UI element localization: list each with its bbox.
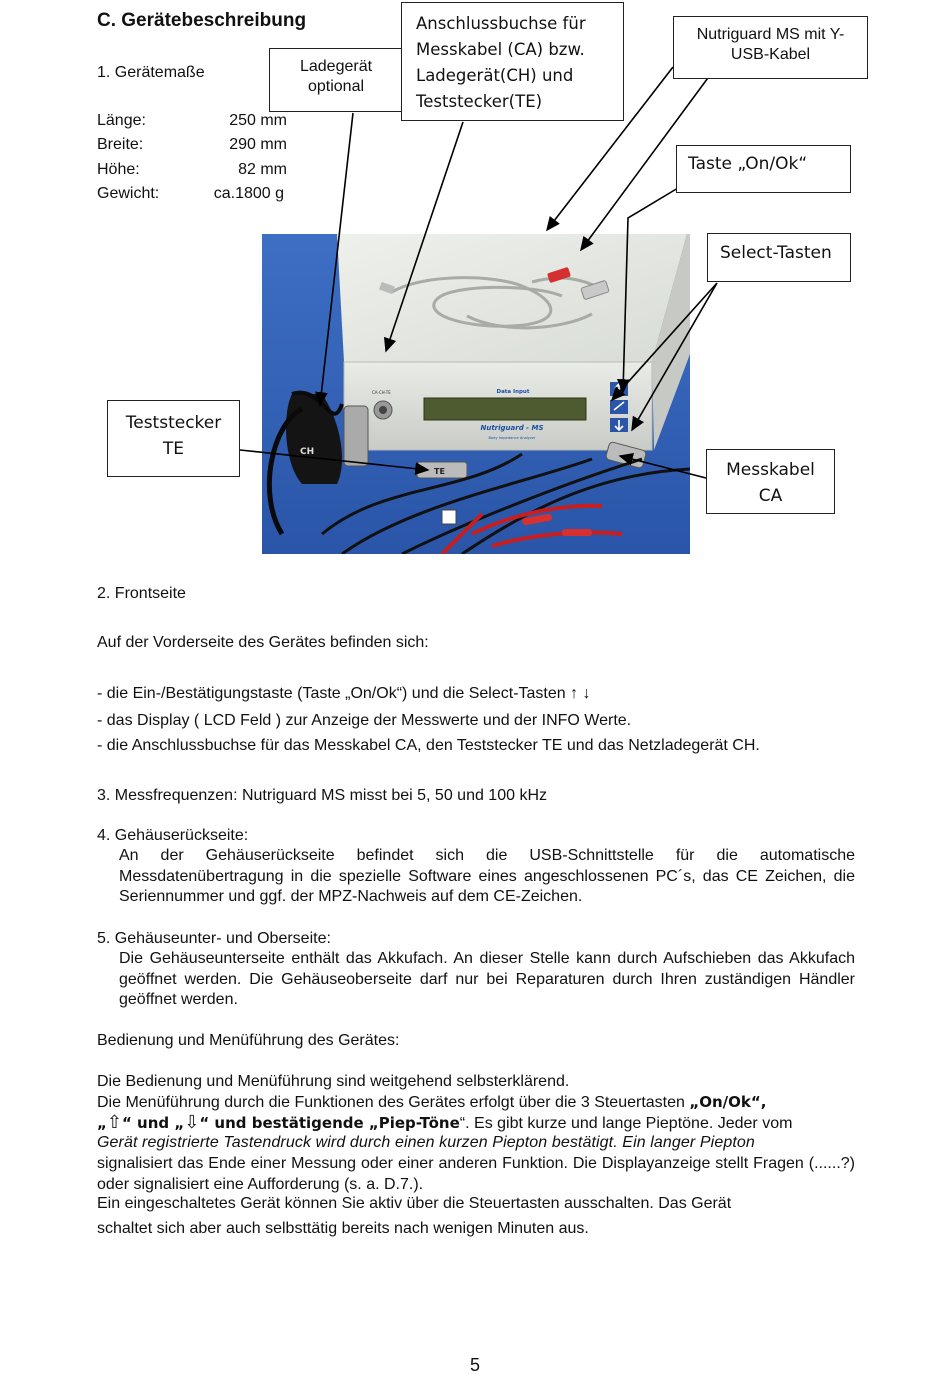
callout-select-label: Select-Tasten [720,243,832,263]
down-arrow-key-icon: ⇩ [184,1112,200,1132]
dim-label-width: Breite: [97,136,144,153]
bedienung-p2h-block [97,1154,855,1195]
list-item: - die Ein-/Bestätigungstaste (Taste „On/Ok“) und die Select-Tasten ↑ ↓ [97,685,591,702]
device-subtitle: Body Impedance Analyzer [488,436,536,440]
charger-label: CH [300,447,315,457]
callout-ladegeraet [269,48,403,112]
section-heading: C. Gerätebeschreibung [97,10,307,31]
section3-text: 3. Messfrequenzen: Nutriguard MS misst bei 5, 50 und 100 kHz [97,787,547,804]
port-label: CA-CH-TE [372,390,391,395]
section5-title: 5. Gehäuseunter- und Oberseite: [97,930,331,947]
bedienung-p2d: “ und „ [121,1114,185,1132]
dim-label-height: Höhe: [97,161,140,178]
bedienung-title: Bedienung und Menüführung des Gerätes: [97,1032,400,1049]
device-photo [262,234,690,554]
callout-teststecker-label: Teststecker TE [125,413,222,459]
section5-text [119,949,855,1011]
bedienung-p1: Die Bedienung und Menüführung sind weitgehend selbsterklärend. [97,1073,570,1090]
callout-taste-label: Taste „On/Ok“ [688,154,808,174]
bedienung-p2e: “ und bestätigende „Piep-Töne [199,1114,460,1132]
dim-value-width: 290 mm [229,136,287,153]
list-item: - die Anschlussbuchse für das Messkabel CA, den Teststecker TE und das Netzladegerät CH. [97,737,760,754]
device-brand: Data Input [496,389,530,395]
callout-anschluss [401,2,624,121]
bedienung-p3a: Ein eingeschaltetes Gerät können Sie aktiv über die Steuertasten ausschalten. Das Gerät [97,1195,732,1212]
callout-select [707,233,851,282]
section2-intro: Auf der Vorderseite des Gerätes befinden sich: [97,634,429,651]
dim-value-length: 250 mm [229,112,287,129]
list-item: - das Display ( LCD Feld ) zur Anzeige der Messwerte und der INFO Werte. [97,712,632,729]
section2-title: 2. Frontseite [97,585,186,602]
callout-nutriguard [673,16,868,79]
bedienung-p2g: Gerät registrierte Tastendruck wird durch einen kurzen Piepton bestätigt. Ein langer Piepton [97,1134,755,1151]
page-number: 5 [469,1355,480,1375]
section5-body: Die Gehäuseunterseite enthält das Akkufach. An dieser Stelle kann durch Aufschieben das Akkufach geöffnet werden. Die Gehäuseoberseite darf nur bei Reparaturen durch Ihren zuständigen Händler geöffnet werden. [119,950,855,1008]
bedienung-p2-line2 [97,1112,855,1134]
dim-value-height: 82 mm [238,161,287,178]
callout-messkabel [706,449,835,514]
section1-title: 1. Gerätemaße [97,64,205,81]
callout-ladegeraet-label: Ladegerät optional [299,58,373,95]
section4-title: 4. Gehäuserückseite: [97,827,249,844]
bedienung-p2f: “. Es gibt kurze und lange Pieptöne. Jeder vom [459,1115,793,1132]
bedienung-p3b: schaltet sich aber auch selbsttätig bereits nach wenigen Minuten aus. [97,1220,589,1237]
teststecker-label: TE [434,467,445,476]
bedienung-p2c: „ [97,1114,107,1132]
section4-text [119,846,855,908]
dim-label-length: Länge: [97,112,146,129]
section4-body: An der Gehäuserückseite befindet sich die USB-Schnittstelle für die automatische Messdatenübertragung in die spezielle Software eines angeschlossenen PC´s, das CE Zeichen, die Seriennummer und ggf. der MPZ-Nachweis auf dem CE-Zeichen. [119,847,855,905]
bedienung-p2h: signalisiert das Ende einer Messung oder einer anderen Funktion. Die Displayanzeige stellt Fragen (......?) oder signalisiert eine Aufforderung (s. a. D.7.). [97,1155,855,1193]
callout-anschluss-label: Anschlussbuchse für Messkabel (CA) bzw. Ladegerät(CH) und Teststecker(TE) [416,14,586,111]
callout-taste [676,145,851,193]
callout-teststecker [107,400,240,477]
callout-messkabel-label: Messkabel CA [726,460,815,506]
device-model: Nutriguard - MS [480,424,544,432]
dim-value-weight: ca.1800 g [213,185,284,202]
bedienung-p2a: Die Menüführung durch die Funktionen des Gerätes erfolgt über die 3 Steuertasten [97,1094,690,1111]
bedienung-p2b: „On/Ok“, [689,1093,767,1111]
callout-nutriguard-label: Nutriguard MS mit Y- USB-Kabel [696,26,845,63]
dim-label-weight: Gewicht: [97,185,160,202]
up-arrow-key-icon: ⇧ [106,1112,122,1132]
bedienung-p2-line1 [97,1092,766,1113]
